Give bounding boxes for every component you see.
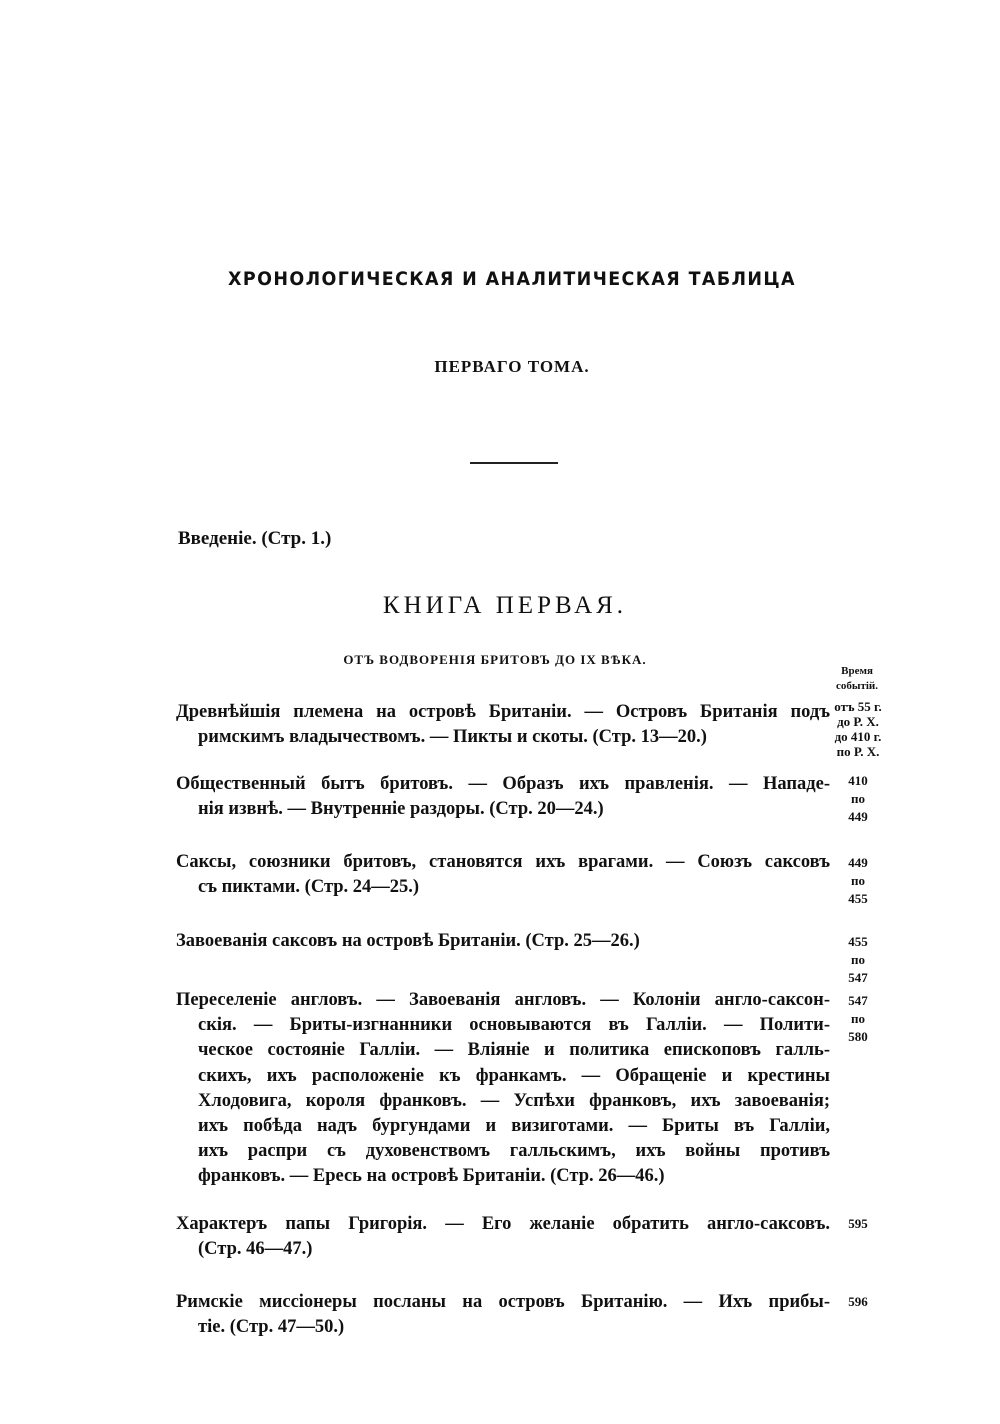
entry-line: съ пиктами. (Стр. 24—25.) bbox=[198, 876, 420, 897]
period-heading: ОТЪ ВОДВОРЕНІЯ БРИТОВЪ ДО IX ВѢКА. bbox=[343, 652, 647, 667]
date-line: 595 bbox=[848, 1216, 868, 1231]
entry-line: нія извнѣ. — Внутренніе раздоры. (Стр. 20—24.) bbox=[198, 798, 604, 819]
entry-line: Древнѣйшія племена на островѣ Британіи. — Островъ Британія подъ bbox=[176, 702, 830, 722]
date-line: по Р. Х. bbox=[836, 744, 880, 759]
entry-line: Характеръ папы Григорія. — Его желаніе обратить англо-саксовъ. bbox=[176, 1214, 830, 1234]
entry-dates bbox=[818, 772, 898, 826]
entry-dates bbox=[818, 1294, 898, 1310]
intro-entry: Введеніе. (Стр. 1.) bbox=[178, 528, 332, 549]
entry-line: скихъ, ихъ расположеніе къ франкамъ. — Обращеніе и крестины bbox=[198, 1065, 830, 1086]
date-line: 410 bbox=[848, 773, 868, 788]
divider bbox=[470, 462, 558, 464]
entry-line: Римскіе миссіонеры посланы на островъ Британію. — Ихъ прибы- bbox=[176, 1292, 830, 1312]
entry-line: Саксы, союзники бритовъ, становятся ихъ врагами. — Союзъ саксовъ bbox=[176, 852, 830, 872]
entry-line: ческое состояніе Галліи. — Вліяніе и политика епископовъ галль- bbox=[198, 1040, 830, 1061]
dates-column-header bbox=[812, 664, 902, 694]
entry-line: франковъ. — Ересь на островѣ Британіи. (Стр. 26—46.) bbox=[198, 1166, 665, 1187]
toc-entry bbox=[176, 772, 830, 821]
entry-line: Хлодовига, короля франковъ. — Успѣхи франковъ, ихъ завоеванія; bbox=[198, 1090, 830, 1111]
date-line: 596 bbox=[848, 1294, 868, 1309]
date-line: 455 bbox=[848, 891, 868, 906]
date-line: отъ 55 г. bbox=[834, 699, 882, 714]
entry-line: ихъ побѣда надъ бургундами и визиготами. — Бриты въ Галліи, bbox=[198, 1116, 830, 1137]
date-line: по bbox=[851, 1011, 865, 1026]
entry-line: Переселеніе англовъ. — Завоеванія англовъ. — Колоніи англо-саксон- bbox=[176, 990, 830, 1010]
entry-dates bbox=[818, 854, 898, 908]
entry-dates bbox=[818, 933, 898, 987]
entry-dates bbox=[818, 1216, 898, 1232]
dates-header-line: Время bbox=[841, 665, 873, 677]
date-line: 547 bbox=[848, 993, 868, 1008]
date-line: по bbox=[851, 952, 865, 967]
entry-line: ихъ распри съ духовенствомъ галльскимъ, ихъ войны противъ bbox=[198, 1141, 830, 1162]
page-title: ХРОНОЛОГИЧЕСКАЯ И АНАЛИТИЧЕСКАЯ ТАБЛИЦА bbox=[228, 268, 796, 290]
toc-entry bbox=[176, 1212, 830, 1261]
date-line: до Р. Х. bbox=[837, 714, 879, 729]
entry-line: (Стр. 46—47.) bbox=[198, 1238, 313, 1259]
book-heading: КНИГА ПЕРВАЯ. bbox=[382, 592, 628, 619]
date-line: 547 bbox=[848, 970, 868, 985]
date-line: по bbox=[851, 873, 865, 888]
date-line: 580 bbox=[848, 1029, 868, 1044]
toc-entry bbox=[176, 988, 830, 1190]
entry-line: Завоеванія саксовъ на островѣ Британіи. (Стр. 25—26.) bbox=[176, 931, 640, 951]
dates-header-line: событій. bbox=[835, 680, 879, 692]
toc-entry bbox=[176, 850, 830, 899]
entry-line: скія. — Бриты-изгнанники основываются въ Галліи. — Полити- bbox=[198, 1015, 830, 1036]
toc-entry bbox=[176, 1290, 830, 1339]
date-line: по bbox=[851, 791, 865, 806]
date-line: 455 bbox=[848, 934, 868, 949]
entry-line: тіе. (Стр. 47—50.) bbox=[198, 1316, 345, 1337]
date-line: 449 bbox=[848, 809, 868, 824]
date-line: до 410 г. bbox=[834, 729, 882, 744]
entry-dates bbox=[818, 992, 898, 1046]
entry-line: римскимъ владычествомъ. — Пикты и скоты. (Стр. 13—20.) bbox=[198, 726, 707, 747]
toc-entry bbox=[176, 929, 830, 954]
date-line: 449 bbox=[848, 855, 868, 870]
volume-subtitle: ПЕРВАГО ТОМА. bbox=[434, 357, 590, 376]
toc-entry bbox=[176, 700, 830, 749]
entry-dates bbox=[818, 699, 898, 759]
entry-line: Общественный бытъ бритовъ. — Образъ ихъ правленія. — Нападе- bbox=[176, 774, 830, 794]
